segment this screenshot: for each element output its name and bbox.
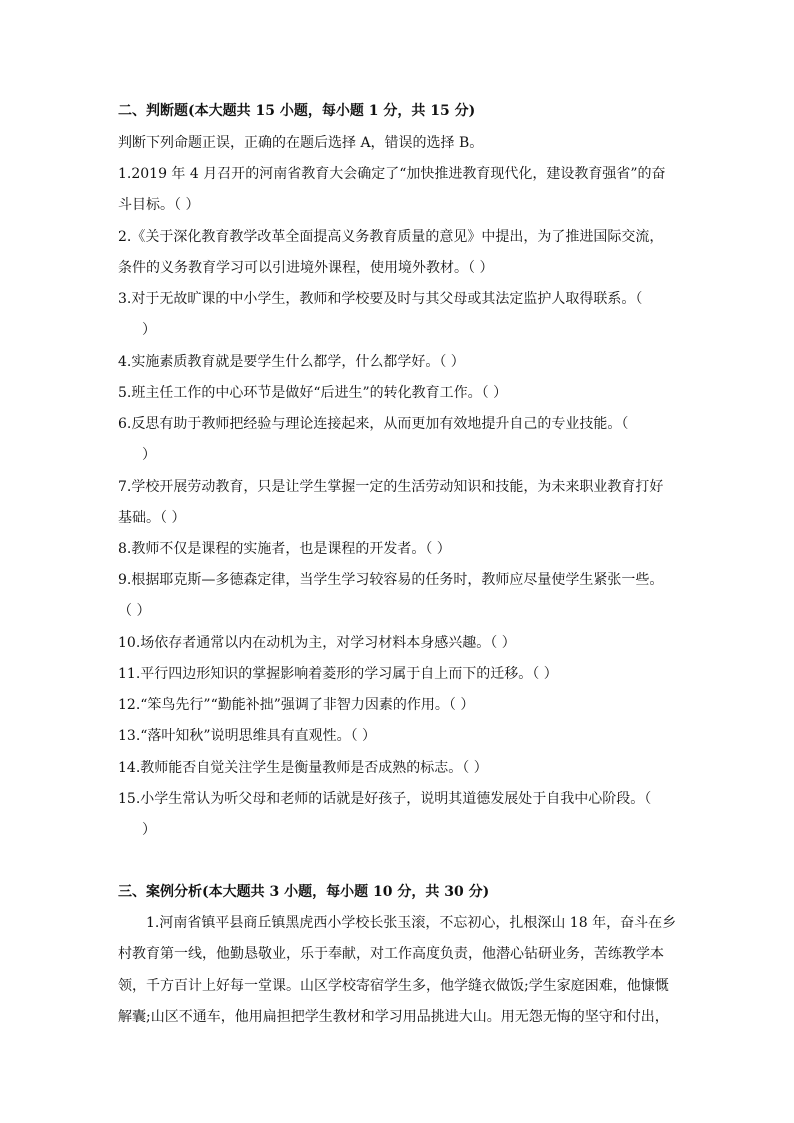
q8-line: 8.教师不仅是课程的实施者，也是课程的开发者。（ ） (118, 541, 451, 557)
q4-line: 4.实施素质教育就是要学生什么都学，什么都学好。（ ） (118, 354, 465, 370)
case1-line1: 1.河南省镇平县商丘镇黑虎西小学校长张玉滚，不忘初心，扎根深山 18 年，奋斗在乡 (146, 915, 677, 931)
q5-line: 5.班主任工作的中心环节是做好“后进生”的转化教育工作。（ ） (118, 385, 508, 401)
q13-line: 13.“落叶知秋”说明思维具有直观性。（ ） (118, 728, 377, 744)
q15-line1: 15.小学生常认为听父母和老师的话就是好孩子，说明其道德发展处于自我中心阶段。（ (118, 791, 652, 807)
q7-line1: 7.学校开展劳动教育，只是让学生掌握一定的生活劳动知识和技能，为未来职业教育打好 (118, 479, 664, 495)
q15-line2: ） (142, 822, 156, 838)
section2-heading: 二、判断题(本大题共 15 小题，每小题 1 分，共 15 分) (118, 103, 476, 119)
q3-line2: ） (142, 322, 156, 338)
q2-line2: 条件的义务教育学习可以引进境外课程，使用境外教材。（ ） (118, 260, 494, 276)
q6-line1: 6.反思有助于教师把经验与理论连接起来，从而更加有效地提升自己的专业技能。（ (118, 416, 629, 432)
q14-line: 14.教师能否自觉关注学生是衡量教师是否成熟的标志。（ ） (118, 760, 488, 776)
q12-line: 12.“笨鸟先行”“勤能补拙”强调了非智力因素的作用。（ ） (118, 697, 475, 713)
case1-line3: 领，千方百计上好每一堂课。山区学校寄宿学生多，他学缝衣做饭;学生家庭困难，他慷慨 (118, 978, 669, 994)
q3-line1: 3.对于无故旷课的中小学生，教师和学校要及时与其父母或其法定监护人取得联系。（ (118, 291, 643, 307)
q9-line2: （ ） (118, 603, 151, 619)
q1-line1: 1.2019 年 4 月召开的河南省教育大会确定了“加快推进教育现代化，建设教育强省”的奋 (118, 166, 666, 182)
section3-heading: 三、案例分析(本大题共 3 小题，每小题 10 分，共 30 分) (118, 884, 490, 900)
q2-line1: 2.《关于深化教育教学改革全面提高义务教育质量的意见》中提出，为了推进国际交流， (118, 229, 664, 245)
case1-line2: 村教育第一线，他勤恳敬业，乐于奉献，对工作高度负责，他潜心钻研业务，苦练教学本 (118, 946, 664, 962)
q7-line2: 基础。（ ） (118, 510, 186, 526)
q10-line: 10.场依存者通常以内在动机为主，对学习材料本身感兴趣。（ ） (118, 635, 516, 651)
q1-line2: 斗目标。（ ） (118, 197, 200, 213)
q6-line2: ） (142, 447, 156, 463)
q11-line: 11.平行四边形知识的掌握影响着菱形的学习属于自上而下的迁移。（ ） (118, 666, 558, 682)
case1-line4: 解囊;山区不通车，他用扁担把学生教材和学习用品挑进大山。用无怨无悔的坚守和付出， (118, 1009, 669, 1025)
section2-instruction: 判断下列命题正误，正确的在题后选择 A，错误的选择 B。 (118, 135, 484, 151)
q9-line1: 9.根据耶克斯—多德森定律，当学生学习较容易的任务时，教师应尽量使学生紧张一些。 (118, 572, 664, 588)
